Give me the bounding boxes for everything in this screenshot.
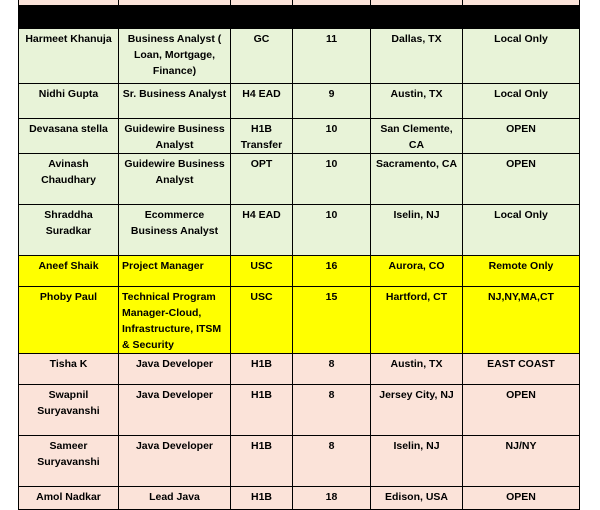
experience-years: 16 (293, 256, 371, 287)
candidate-name: Amol Nadkar (19, 487, 119, 510)
candidate-name: Phoby Paul (19, 287, 119, 354)
candidate-role: Business Analyst ( Loan, Mortgage, Finance) (119, 29, 231, 84)
candidate-role: Java Developer (119, 354, 231, 385)
candidate-location: Edison, USA (371, 487, 463, 510)
relocation-preference: OPEN (463, 154, 580, 205)
relocation-preference: OPEN (463, 487, 580, 510)
candidate-name: Tisha K (19, 354, 119, 385)
table-row (19, 385, 580, 436)
candidate-role: Guidewire Business Analyst (119, 119, 231, 154)
visa-status: H1B (231, 436, 293, 487)
table-row (19, 119, 580, 154)
candidate-location: Jersey City, NJ (371, 385, 463, 436)
relocation-preference: NJ,NY,MA,CT (463, 287, 580, 354)
candidate-location: Iselin, NJ (371, 205, 463, 256)
relocation-preference: EAST COAST (463, 354, 580, 385)
candidate-location: Aurora, CO (371, 256, 463, 287)
experience-years: 18 (293, 487, 371, 510)
visa-status: USC (231, 287, 293, 354)
candidate-name: Swapnil Suryavanshi (19, 385, 119, 436)
experience-years: 8 (293, 436, 371, 487)
experience-years: 9 (293, 84, 371, 119)
experience-years: 10 (293, 119, 371, 154)
table-row (19, 154, 580, 205)
relocation-preference: Local Only (463, 29, 580, 84)
visa-status: H1B (231, 385, 293, 436)
candidate-location: Sacramento, CA (371, 154, 463, 205)
candidate-role: Project Manager (119, 256, 231, 287)
candidate-name: Devasana stella (19, 119, 119, 154)
table-row (19, 29, 580, 84)
section-divider-bar (19, 6, 580, 29)
relocation-preference: OPEN (463, 119, 580, 154)
visa-status: USC (231, 256, 293, 287)
candidate-role: Technical Program Manager-Cloud, Infrastructure, ITSM & Security (119, 287, 231, 354)
relocation-preference: Remote Only (463, 256, 580, 287)
experience-years: 15 (293, 287, 371, 354)
candidate-role: Guidewire Business Analyst (119, 154, 231, 205)
candidate-location: Austin, TX (371, 354, 463, 385)
table-row (19, 436, 580, 487)
table-row (19, 205, 580, 256)
table-row (19, 354, 580, 385)
candidate-location: Austin, TX (371, 84, 463, 119)
candidate-name: Shraddha Suradkar (19, 205, 119, 256)
candidate-table (18, 0, 580, 510)
candidate-location: San Clemente, CA (371, 119, 463, 154)
visa-status: H4 EAD (231, 205, 293, 256)
visa-status: H1B (231, 354, 293, 385)
experience-years: 11 (293, 29, 371, 84)
candidate-role: Java Developer (119, 385, 231, 436)
candidate-role: Java Developer (119, 436, 231, 487)
table-row (19, 487, 580, 510)
table-row (19, 256, 580, 287)
relocation-preference: Local Only (463, 205, 580, 256)
visa-status: H1B Transfer (231, 119, 293, 154)
table-row (19, 287, 580, 354)
candidate-location: Iselin, NJ (371, 436, 463, 487)
candidate-name: Nidhi Gupta (19, 84, 119, 119)
experience-years: 8 (293, 385, 371, 436)
experience-years: 10 (293, 154, 371, 205)
candidate-location: Hartford, CT (371, 287, 463, 354)
relocation-preference: NJ/NY (463, 436, 580, 487)
visa-status: GC (231, 29, 293, 84)
candidate-name: Aneef Shaik (19, 256, 119, 287)
table-row (19, 84, 580, 119)
candidate-role: Ecommerce Business Analyst (119, 205, 231, 256)
visa-status: H4 EAD (231, 84, 293, 119)
experience-years: 8 (293, 354, 371, 385)
relocation-preference: Local Only (463, 84, 580, 119)
candidate-name: Harmeet Khanuja (19, 29, 119, 84)
candidate-location: Dallas, TX (371, 29, 463, 84)
candidate-name: Sameer Suryavanshi (19, 436, 119, 487)
candidate-role: Lead Java (119, 487, 231, 510)
relocation-preference: OPEN (463, 385, 580, 436)
visa-status: OPT (231, 154, 293, 205)
experience-years: 10 (293, 205, 371, 256)
candidate-role: Sr. Business Analyst (119, 84, 231, 119)
candidate-name: Avinash Chaudhary (19, 154, 119, 205)
visa-status: H1B (231, 487, 293, 510)
